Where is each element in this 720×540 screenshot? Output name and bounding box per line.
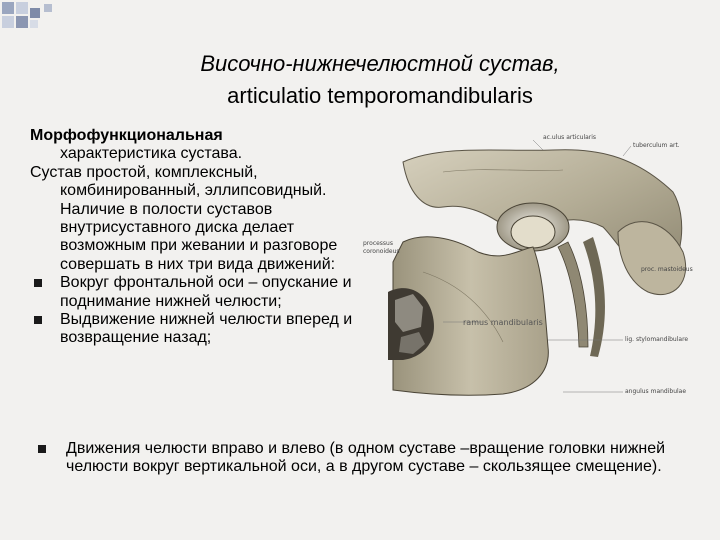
label-tuberculum: tuberculum art. bbox=[633, 142, 680, 149]
decorative-squares bbox=[0, 0, 60, 40]
title-russian: Височно-нижнечелюстной сустав, bbox=[200, 51, 560, 76]
bullet-text: Выдвижение нижней челюсти вперед и возвращение назад; bbox=[60, 311, 353, 347]
bullet-text: Вокруг фронтальной оси – опускание и поднимание нижней челюсти; bbox=[60, 274, 352, 310]
label-mastoideus: proc. mastoideus bbox=[641, 266, 693, 273]
label-coronoideus: coronoideus bbox=[363, 248, 400, 255]
bullet-square-icon bbox=[34, 279, 42, 287]
mandibular-head bbox=[511, 216, 555, 248]
styloid-process bbox=[558, 242, 588, 347]
bullet-text: Движения челюсти вправо и влево (в одном суставе –вращение головки нижней челюсти вокруг вертикальной оси, а в другом суставе – скользящее смещение). bbox=[66, 440, 666, 476]
title-latin: articulatio temporomandibularis bbox=[227, 83, 533, 108]
bullet-square-icon bbox=[38, 445, 46, 453]
label-processus: processus bbox=[363, 240, 393, 247]
bullet-square-icon bbox=[34, 316, 42, 324]
description-paragraph: Сустав простой, комплексный, комбинированный, эллипсовидный. Наличие в полости суставов внутрисуставного диска делает возможным при жевании и разговоре совершать в них три вида движений: bbox=[30, 163, 338, 273]
leader-line bbox=[533, 140, 543, 150]
label-stylomandibulare: lig. stylomandibulare bbox=[625, 336, 689, 343]
label-mandibularis: ramus mandibularis bbox=[463, 318, 543, 327]
label-angulus: angulus mandibulae bbox=[625, 388, 687, 395]
slide-title bbox=[80, 48, 680, 112]
leader-line bbox=[623, 146, 631, 156]
bottom-text bbox=[30, 440, 680, 477]
section-heading-bold: Морфофункциональная bbox=[30, 127, 223, 144]
section-heading-rest: характеристика сустава. bbox=[60, 145, 243, 163]
anatomy-illustration bbox=[363, 132, 715, 400]
section-heading bbox=[30, 127, 382, 164]
bullet-item bbox=[30, 440, 680, 477]
main-text bbox=[30, 127, 382, 348]
bullet-item bbox=[30, 311, 382, 348]
bullet-item bbox=[30, 274, 382, 311]
label-articular: ac.ulus articularis bbox=[543, 134, 597, 141]
